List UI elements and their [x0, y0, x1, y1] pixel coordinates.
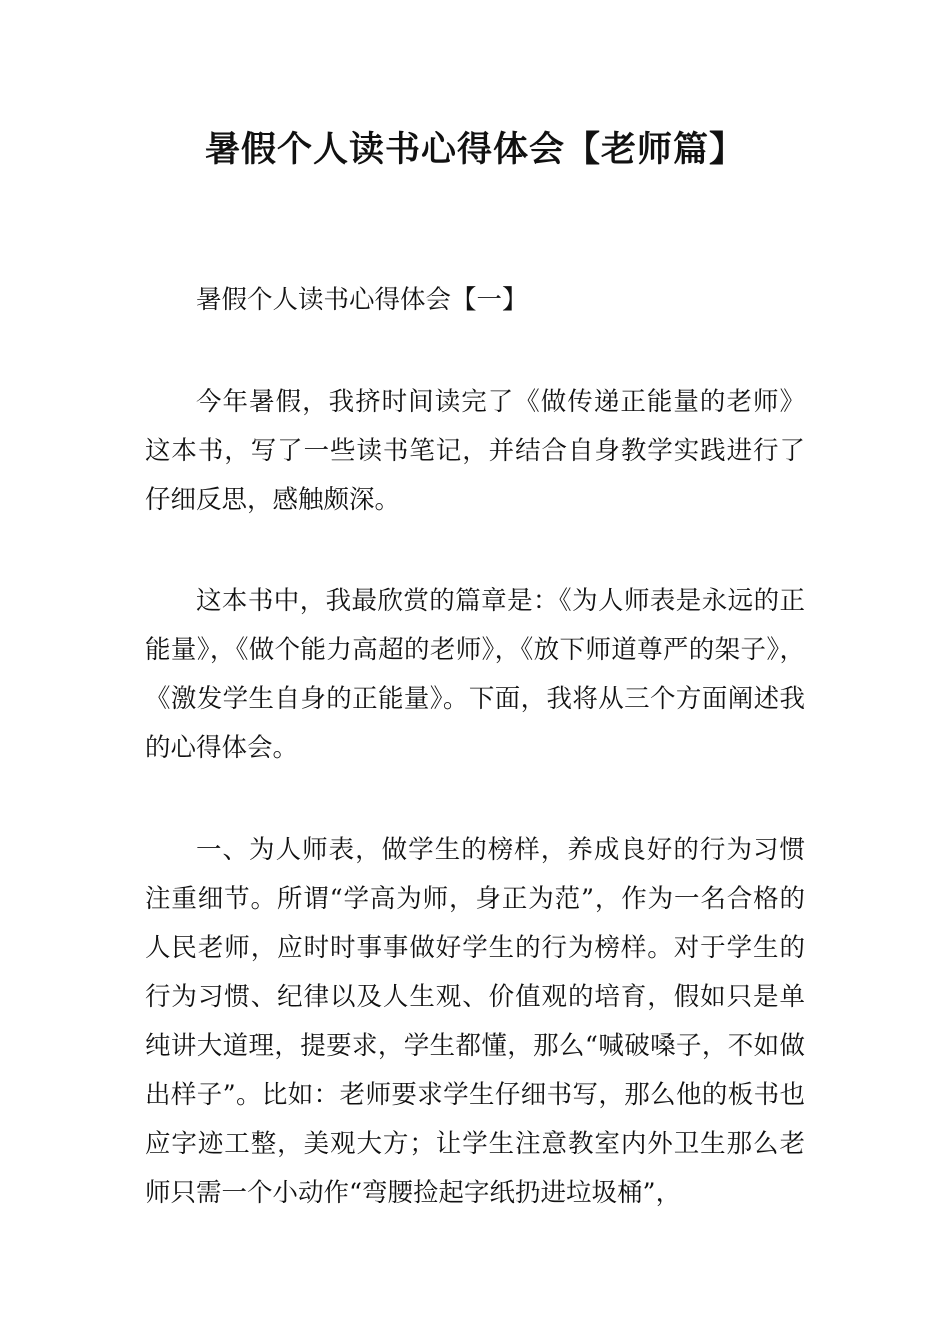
- paragraph-point-one: 一、为人师表，做学生的榜样，养成良好的行为习惯注重细节。所谓“学高为师，身正为范”，作为一名合格的人民老师，应时时事事做好学生的行为榜样。对于学生的行为习惯、纪律以及人生观、价值观的培育，假如只是单纯讲大道理，提要求，学生都懂，那么“喊破嗓子，不如做出样子”。比如：老师要求学生仔细书写，那么他的板书也应字迹工整，美观大方；让学生注意教室内外卫生那么老师只需一个小动作“弯腰捡起字纸扔进垃圾桶”，: [145, 835, 805, 1208]
- section-heading: 暑假个人读书心得体会【一】: [196, 285, 528, 315]
- paragraph-intro: 今年暑假，我挤时间读完了《做传递正能量的老师》这本书，写了一些读书笔记，并结合自身教学实践进行了仔细反思，感触颇深。: [145, 387, 805, 515]
- paragraph-chapters: 这本书中，我最欣赏的篇章是：《为人师表是永远的正能量》，《做个能力高超的老师》，《放下师道尊严的架子》，《激发学生自身的正能量》。下面，我将从三个方面阐述我的心得体会。: [145, 586, 805, 763]
- document-title: 暑假个人读书心得体会【老师篇】: [204, 129, 745, 170]
